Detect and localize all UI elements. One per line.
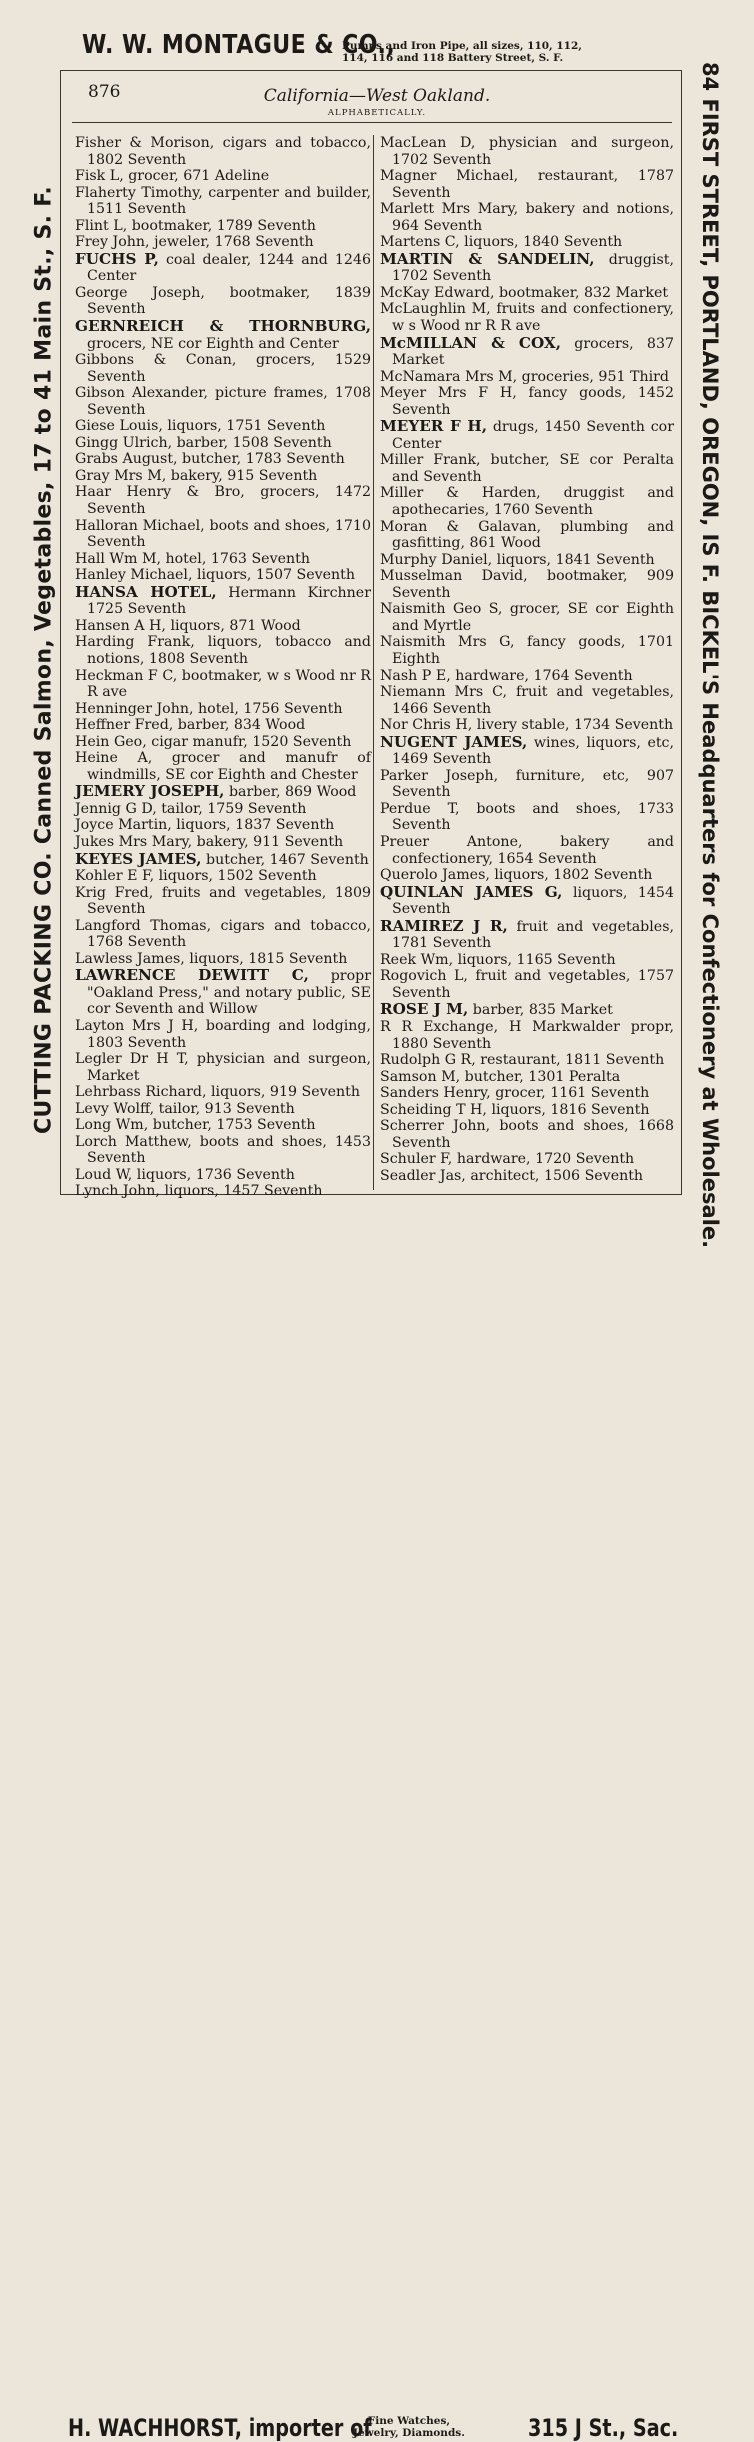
directory-entry — [75, 1183, 371, 1200]
column-divider — [373, 135, 374, 1190]
entry-text: Fisk L, grocer, 671 Adeline — [75, 168, 270, 185]
entry-text: Legler Dr H T, physician and surgeon, Market — [75, 1051, 371, 1084]
entry-bold-name: FUCHS P, — [75, 249, 159, 268]
directory-entry — [380, 734, 674, 768]
entry-text: Langford Thomas, cigars and tobacco, 1768 Seventh — [75, 917, 371, 951]
entry-text: Giese Louis, liquors, 1751 Seventh — [75, 418, 326, 435]
entry-text: grocers, NE cor Eighth and Center — [87, 335, 339, 352]
entry-text: Heffner Fred, barber, 834 Wood — [75, 717, 306, 734]
entry-text: drugs, 1450 Seventh cor Center — [392, 419, 674, 452]
directory-entry — [75, 451, 371, 468]
top-ad-company: W. W. MONTAGUE & CO., — [82, 30, 396, 60]
directory-entry — [380, 634, 674, 667]
directory-entry — [75, 234, 371, 251]
directory-entry — [380, 234, 674, 251]
entry-text: Halloran Michael, boots and shoes, 1710 Seventh — [75, 517, 371, 551]
entry-text: grocers, 837 Market — [392, 335, 674, 369]
page-number: 876 — [88, 82, 121, 102]
directory-entry — [380, 485, 674, 518]
footer-advertisement — [0, 1203, 754, 2442]
directory-entry — [380, 1102, 674, 1119]
directory-entry — [75, 668, 371, 701]
directory-entry — [75, 701, 371, 718]
top-ad-details — [342, 40, 582, 64]
directory-entry — [75, 168, 371, 185]
top-ad-line-1: Pumps and Iron Pipe, all sizes, 110, 112, — [342, 40, 582, 52]
directory-entry — [75, 868, 371, 885]
directory-entry — [380, 668, 674, 685]
entry-text: Hanley Michael, liquors, 1507 Seventh — [75, 567, 356, 584]
directory-entry — [75, 385, 371, 418]
entry-bold-name: MEYER F H, — [380, 417, 488, 436]
entry-text: Parker Joseph, furniture, etc, 907 Seventh — [380, 767, 674, 801]
directory-entry — [380, 369, 674, 386]
entry-bold-name: MARTIN & SANDELIN, — [380, 249, 595, 268]
directory-entry — [380, 452, 674, 485]
entry-text: McNamara Mrs M, groceries, 951 Third — [380, 368, 670, 385]
entry-text: Lynch John, liquors, 1457 Seventh — [75, 1183, 323, 1200]
entry-text: Niemann Mrs C, fruit and vegetables, 1466 Seventh — [380, 684, 674, 717]
directory-entry — [380, 717, 674, 734]
entry-text: Haar Henry & Bro, grocers, 1472 Seventh — [75, 484, 371, 518]
directory-entry — [75, 135, 371, 168]
directory-entry — [380, 684, 674, 717]
entry-text: Kohler E F, liquors, 1502 Seventh — [75, 868, 317, 885]
left-margin-advertisement: CUTTING PACKING CO. Canned Salmon, Vegetables, 17 to 41 Main St., S. F. — [31, 185, 57, 1135]
page-subtitle: ALPHABETICALLY. — [327, 108, 427, 118]
entry-text: coal dealer, 1244 and 1246 Center — [87, 251, 371, 285]
entry-text: Querolo James, liquors, 1802 Seventh — [380, 867, 653, 884]
directory-entry — [75, 418, 371, 435]
entry-text: druggist, 1702 Seventh — [392, 251, 674, 285]
directory-entry — [75, 518, 371, 551]
entry-text: Hall Wm M, hotel, 1763 Seventh — [75, 550, 310, 567]
directory-entry — [380, 251, 674, 285]
directory-entry — [380, 135, 674, 168]
directory-entry — [75, 634, 371, 667]
entry-text: Gingg Ulrich, barber, 1508 Seventh — [75, 434, 332, 451]
entry-text: Martens C, liquors, 1840 Seventh — [380, 234, 623, 251]
directory-entry — [75, 484, 371, 517]
entry-text: Long Wm, butcher, 1753 Seventh — [75, 1117, 316, 1134]
footer-ad-company: H. WACHHORST, importer of — [68, 2414, 372, 2442]
directory-entry — [380, 968, 674, 1001]
entry-text: George Joseph, bootmaker, 1839 Seventh — [75, 284, 371, 318]
entry-text: Magner Michael, restaurant, 1787 Seventh — [380, 168, 674, 201]
directory-entry — [75, 318, 371, 352]
entry-text: Rudolph G R, restaurant, 1811 Seventh — [380, 1052, 665, 1069]
directory-entry — [380, 867, 674, 884]
directory-entry — [75, 885, 371, 918]
entry-text: Nor Chris H, livery stable, 1734 Seventh — [380, 717, 674, 734]
entry-text: Harding Frank, liquors, tobacco and notions, 1808 Seventh — [75, 634, 371, 667]
directory-entry — [75, 1018, 371, 1051]
directory-entry — [75, 918, 371, 951]
directory-entry — [75, 750, 371, 783]
directory-entry — [75, 951, 371, 968]
entry-bold-name: ROSE J M, — [380, 1000, 469, 1019]
directory-entry — [380, 418, 674, 452]
directory-entry — [75, 1134, 371, 1167]
entry-text: Flaherty Timothy, carpenter and builder, 1511 Seventh — [75, 184, 371, 218]
entry-text: Levy Wolff, tailor, 913 Seventh — [75, 1100, 295, 1117]
entry-text: Lorch Matthew, boots and shoes, 1453 Seventh — [75, 1133, 371, 1167]
entry-bold-name: GERNREICH & THORNBURG, — [75, 317, 371, 336]
entry-text: Grabs August, butcher, 1783 Seventh — [75, 451, 345, 468]
entry-bold-name: McMILLAN & COX, — [380, 333, 561, 352]
entry-text: Loud W, liquors, 1736 Seventh — [75, 1166, 295, 1183]
footer-ad-goods — [353, 2415, 465, 2439]
entry-text: Rogovich L, fruit and vegetables, 1757 Seventh — [380, 968, 674, 1001]
entry-bold-name: LAWRENCE DEWITT C, — [75, 966, 309, 985]
directory-entry — [380, 601, 674, 634]
entry-text: Layton Mrs J H, boarding and lodging, 1803 Seventh — [75, 1017, 371, 1051]
entry-text: Musselman David, bootmaker, 909 Seventh — [380, 568, 674, 601]
entry-bold-name: HANSA HOTEL, — [75, 582, 217, 601]
entry-text: Krig Fred, fruits and vegetables, 1809 Seventh — [75, 884, 371, 918]
entry-text: Miller & Harden, druggist and apothecaries, 1760 Seventh — [380, 485, 674, 519]
directory-entry — [380, 168, 674, 201]
directory-entry — [75, 967, 371, 1018]
entry-text: Gibson Alexander, picture frames, 1708 Seventh — [75, 385, 371, 418]
directory-entry — [75, 285, 371, 318]
header-rule — [72, 122, 672, 123]
entry-bold-name: NUGENT JAMES, — [380, 732, 528, 751]
entry-text: Heckman F C, bootmaker, w s Wood nr R R ave — [75, 667, 371, 701]
entry-text: Gray Mrs M, bakery, 915 Seventh — [75, 467, 318, 484]
directory-entry — [75, 817, 371, 834]
directory-entry — [380, 335, 674, 369]
entry-text: Naismith Mrs G, fancy goods, 1701 Eighth — [380, 634, 674, 667]
directory-entry — [75, 251, 371, 285]
directory-entry — [380, 552, 674, 569]
entry-text: Murphy Daniel, liquors, 1841 Seventh — [380, 551, 655, 568]
right-margin-advertisement: 84 FIRST STREET, PORTLAND, OREGON, IS F. BICKEL'S Headquarters for Confectionery at Wholesale. — [698, 61, 722, 1249]
entry-text: Samson M, butcher, 1301 Peralta — [380, 1068, 621, 1085]
entry-text: Scherrer John, boots and shoes, 1668 Seventh — [380, 1118, 674, 1151]
entry-text: Preuer Antone, bakery and confectionery, 1654 Seventh — [380, 833, 674, 867]
entry-text: Heine A, grocer and manufr of windmills, SE cor Eighth and Chester — [75, 750, 371, 783]
directory-entry — [380, 1118, 674, 1151]
directory-entry — [380, 1151, 674, 1168]
directory-entry — [380, 385, 674, 418]
directory-entry — [75, 1101, 371, 1118]
directory-entry — [380, 285, 674, 302]
directory-entry — [380, 801, 674, 834]
directory-entry — [75, 218, 371, 235]
entry-text: Jukes Mrs Mary, bakery, 911 Seventh — [75, 833, 344, 850]
entry-text: Lehrbass Richard, liquors, 919 Seventh — [75, 1084, 361, 1101]
entry-text: Sanders Henry, grocer, 1161 Seventh — [380, 1085, 650, 1102]
directory-entry — [75, 567, 371, 584]
directory-entry — [75, 834, 371, 851]
entry-text: Hermann Kirchner 1725 Seventh — [87, 584, 371, 618]
entry-text: liquors, 1454 Seventh — [392, 884, 674, 918]
directory-entry — [75, 1084, 371, 1101]
entry-bold-name: QUINLAN JAMES G, — [380, 882, 563, 901]
entry-text: Moran & Galavan, plumbing and gasfitting, 861 Wood — [380, 518, 674, 552]
entry-bold-name: KEYES JAMES, — [75, 849, 202, 868]
entry-text: McLaughlin M, fruits and confectionery, w s Wood nr R R ave — [380, 301, 674, 335]
directory-entry — [380, 1069, 674, 1086]
entry-text: wines, liquors, etc, 1469 Seventh — [392, 734, 675, 768]
directory-entry — [380, 1168, 674, 1185]
entry-text: Naismith Geo S, grocer, SE cor Eighth and Myrtle — [380, 601, 674, 634]
directory-entry — [75, 717, 371, 734]
entry-text: Reek Wm, liquors, 1165 Seventh — [380, 951, 616, 968]
directory-entry — [380, 952, 674, 969]
footer-ad-line-2: Jewelry, Diamonds. — [353, 2427, 465, 2439]
entry-text: Nash P E, hardware, 1764 Seventh — [380, 667, 633, 684]
directory-entry — [75, 1117, 371, 1134]
entry-text: Miller Frank, butcher, SE cor Peralta and Seventh — [380, 452, 674, 485]
directory-entry — [380, 1052, 674, 1069]
directory-entry — [75, 468, 371, 485]
directory-entry — [75, 435, 371, 452]
directory-entry — [380, 768, 674, 801]
entry-text: Jennig G D, tailor, 1759 Seventh — [75, 800, 307, 817]
entry-text: Henninger John, hotel, 1756 Seventh — [75, 700, 343, 717]
directory-entry — [75, 551, 371, 568]
directory-entry — [75, 801, 371, 818]
directory-entry — [75, 352, 371, 385]
entry-text: Gibbons & Conan, grocers, 1529 Seventh — [75, 352, 371, 385]
entry-text: Schuler F, hardware, 1720 Seventh — [380, 1151, 635, 1168]
entry-bold-name: JEMERY JOSEPH, — [75, 782, 225, 801]
entry-text: Flint L, bootmaker, 1789 Seventh — [75, 217, 316, 234]
entry-text: Hansen A H, liquors, 871 Wood — [75, 617, 301, 634]
directory-entry — [380, 301, 674, 334]
directory-entry — [75, 618, 371, 635]
directory-entry — [75, 185, 371, 218]
entry-text: butcher, 1467 Seventh — [201, 851, 369, 868]
directory-entry — [75, 584, 371, 618]
directory-entry — [380, 884, 674, 918]
entry-text: barber, 869 Wood — [224, 784, 357, 801]
directory-entry — [75, 734, 371, 751]
directory-entry — [75, 1167, 371, 1184]
top-advertisement — [0, 0, 754, 70]
top-ad-line-2: 114, 116 and 118 Battery Street, S. F. — [342, 52, 564, 64]
entry-text: propr "Oakland Press," and notary public, SE cor Seventh and Willow — [87, 968, 371, 1018]
entry-text: Perdue T, boots and shoes, 1733 Seventh — [380, 800, 674, 834]
entry-text: Joyce Martin, liquors, 1837 Seventh — [75, 817, 335, 834]
left-column — [75, 135, 371, 1200]
entry-text: Hein Geo, cigar manufr, 1520 Seventh — [75, 733, 352, 750]
directory-entry — [380, 1001, 674, 1019]
entry-text: Fisher & Morison, cigars and tobacco, 1802 Seventh — [75, 135, 371, 168]
directory-entry — [380, 1019, 674, 1052]
entry-text: MacLean D, physician and surgeon, 1702 Seventh — [380, 135, 674, 168]
directory-entry — [75, 783, 371, 801]
directory-entry — [380, 834, 674, 867]
footer-ad-address: 315 J St., Sac. — [528, 2414, 679, 2442]
page-title: California—West Oakland. — [263, 86, 491, 106]
entry-text: Seadler Jas, architect, 1506 Seventh — [380, 1167, 644, 1184]
entry-text: Lawless James, liquors, 1815 Seventh — [75, 950, 348, 967]
entry-text: Meyer Mrs F H, fancy goods, 1452 Seventh — [380, 385, 674, 418]
entry-text: fruit and vegetables, 1781 Seventh — [392, 918, 674, 952]
directory-entry — [75, 1051, 371, 1084]
entry-text: Frey John, jeweler, 1768 Seventh — [75, 234, 314, 251]
directory-entry — [75, 851, 371, 869]
entry-text: McKay Edward, bootmaker, 832 Market — [380, 284, 669, 301]
directory-entry — [380, 1085, 674, 1102]
entry-text: R R Exchange, H Markwalder propr, 1880 Seventh — [380, 1018, 674, 1052]
entry-bold-name: RAMIREZ J R, — [380, 916, 508, 935]
right-column — [380, 135, 674, 1184]
directory-entry — [380, 568, 674, 601]
directory-entry — [380, 519, 674, 552]
footer-ad-line-1: Fine Watches, — [367, 2415, 451, 2427]
directory-entry — [380, 201, 674, 234]
entry-text: barber, 835 Market — [468, 1002, 613, 1019]
entry-text: Scheiding T H, liquors, 1816 Seventh — [380, 1101, 650, 1118]
entry-text: Marlett Mrs Mary, bakery and notions, 964 Seventh — [380, 201, 674, 234]
directory-entry — [380, 918, 674, 952]
